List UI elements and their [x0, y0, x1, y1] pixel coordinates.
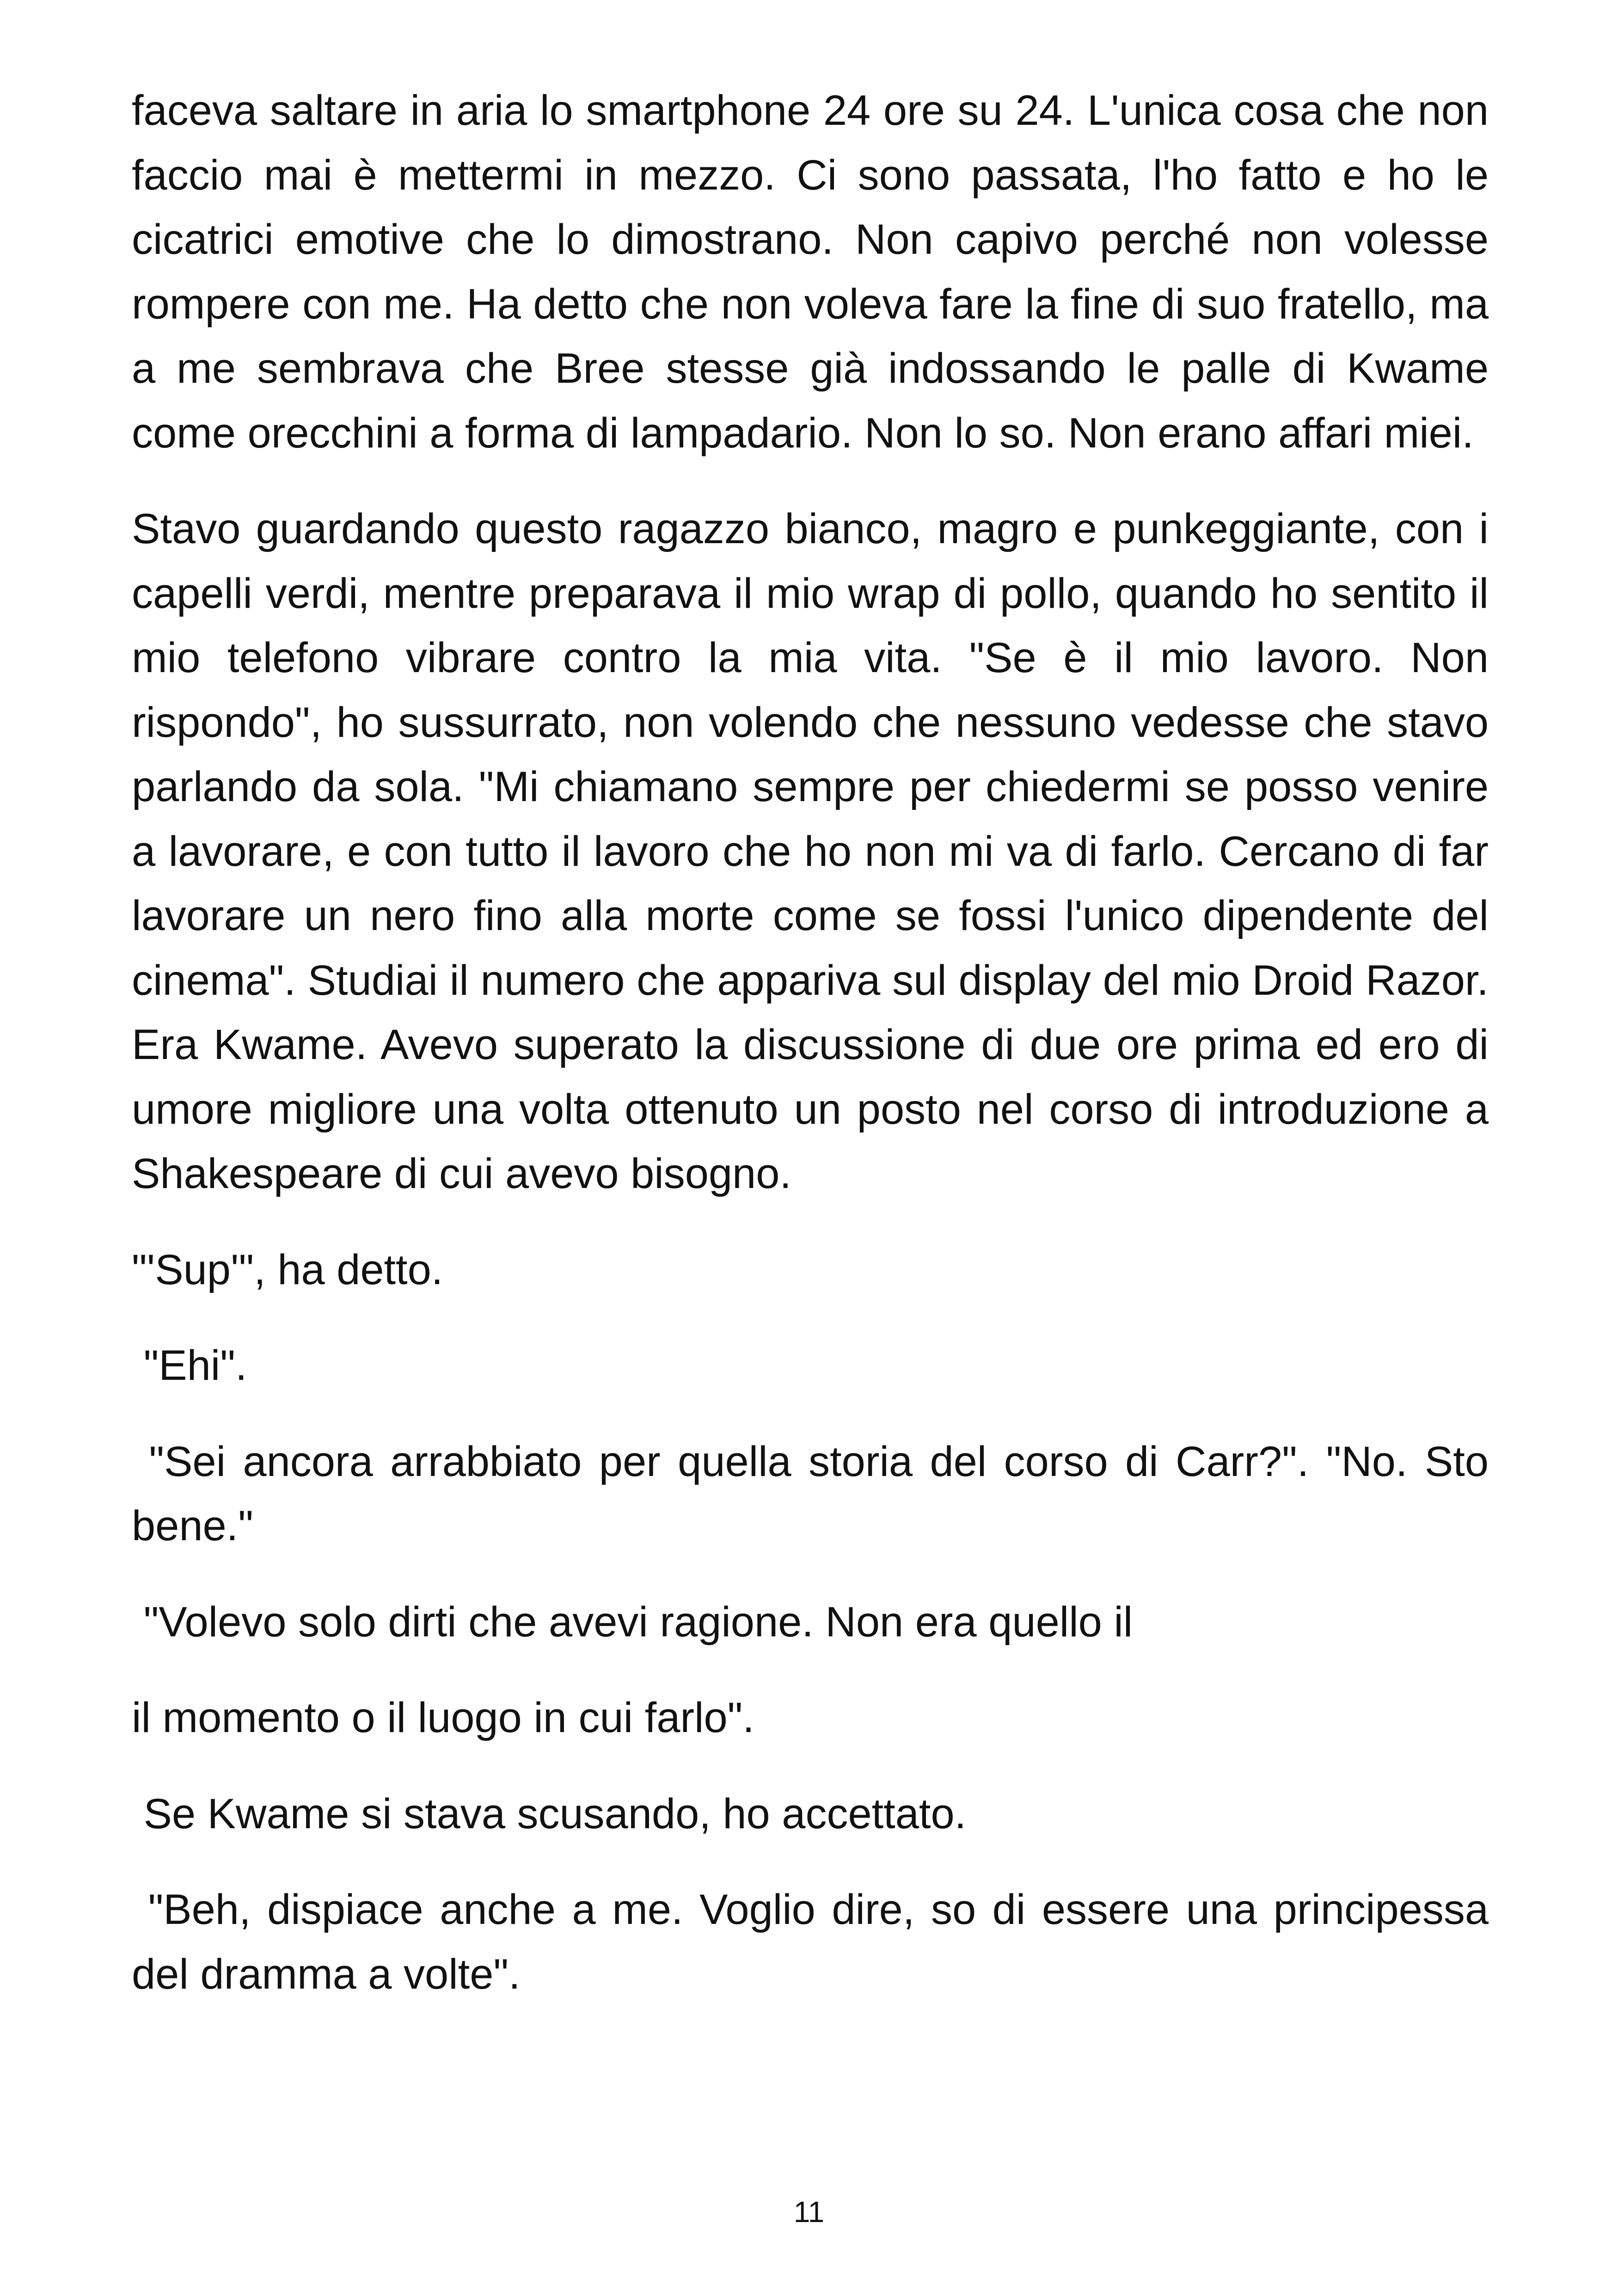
paragraph-4: "Ehi".: [143, 1342, 247, 1389]
body-text: [132, 79, 1489, 2038]
page-number: 11: [793, 2195, 825, 2229]
paragraph-3: "'Sup'", ha detto.: [132, 1246, 443, 1293]
paragraph-5: "Sei ancora arrabbiato per quella storia del corso di Carr?". "No. Sto bene.": [132, 1438, 1489, 1549]
paragraph-9: "Beh, dispiace anche a me. Voglio dire, so di essere una principessa del dramma a volte".: [132, 1886, 1489, 1998]
paragraph-7: il momento o il luogo in cui farlo".: [132, 1694, 754, 1741]
paragraph-1: faceva saltare in aria lo smartphone 24 ore su 24. L'unica cosa che non faccio mai è mettermi in mezzo. Ci sono passata, l'ho fatto e ho le cicatrici emotive che lo dimostrano. Non capivo perché non volesse rompere con me. Ha detto che non voleva fare la fine di suo fratello, ma a me sembrava che Bree stesse già indossando le palle di Kwame come orecchini a forma di lampadario. Non lo so. Non erano affari miei.: [132, 87, 1489, 457]
paragraph-6: "Volevo solo dirti che avevi ragione. Non era quello il: [143, 1598, 1133, 1646]
paragraph-8: Se Kwame si stava scusando, ho accettato.: [143, 1790, 967, 1837]
paragraph-2: Stavo guardando questo ragazzo bianco, magro e punkeggiante, con i capelli verdi, mentre preparava il mio wrap di pollo, quando ho sentito il mio telefono vibrare contro la mia vita. "Se è il mio lavoro. Non rispondo", ho sussurrato, non volendo che nessuno vedesse che stavo parlando da sola. "Mi chiamano sempre per chiedermi se posso venire a lavorare, e con tutto il lavoro che ho non mi va di farlo. Cercano di far lavorare un nero fino alla morte come se fossi l'unico dipendente del cinema". Studiai il numero che appariva sul display del mio Droid Razor. Era Kwame. Avevo superato la discussione di due ore prima ed ero di umore migliore una volta ottenuto un posto nel corso di introduzione a Shakespeare di cui avevo bisogno.: [132, 505, 1489, 1197]
